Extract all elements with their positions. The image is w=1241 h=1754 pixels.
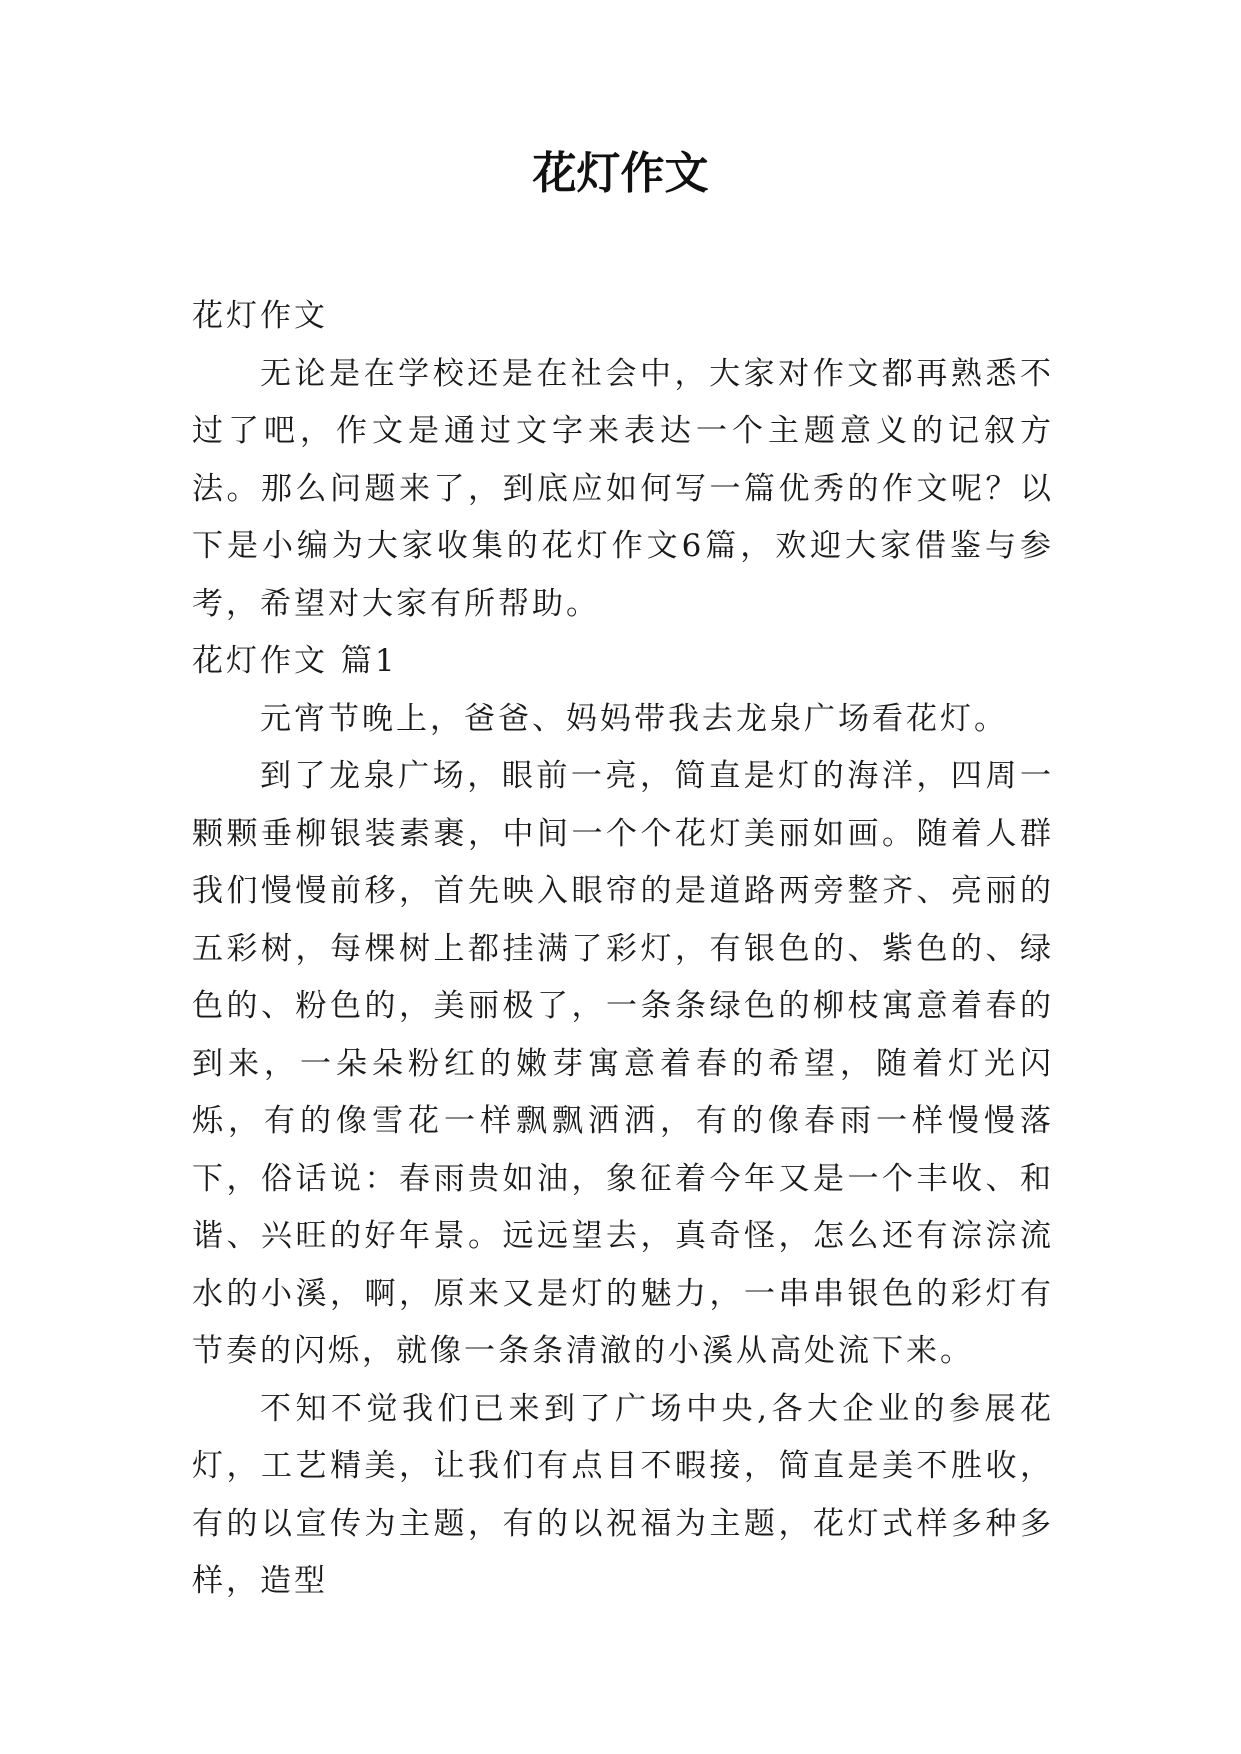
body-paragraph: 元宵节晚上，爸爸、妈妈带我去龙泉广场看花灯。 — [260, 700, 1008, 737]
body-paragraph: 不知不觉我们已来到了广场中央,各大企业的参展花灯，工艺精美，让我们有点目不暇接，简直是美不胜收，有的以宣传为主题，有的以祝福为主题，花灯式样多种多样，造型 — [192, 1390, 1054, 1599]
document-body — [192, 288, 1054, 1611]
body-paragraph: 到了龙泉广场，眼前一亮，简直是灯的海洋，四周一颗颗垂柳银装素裹，中间一个个花灯美丽如画。随着人群我们慢慢前移，首先映入眼帘的是道路两旁整齐、亮丽的五彩树，每棵树上都挂满了彩灯，有银色的、紫色的、绿色的、粉色的，美丽极了，一条条绿色的柳枝寓意着春的到来，一朵朵粉红的嫩芽寓意着春的希望，随着灯光闪烁，有的像雪花一样飘飘洒洒，有的像春雨一样慢慢落下，俗话说：春雨贵如油，象征着今年又是一个丰收、和谐、兴旺的好年景。远远望去，真奇怪，怎么还有淙淙流水的小溪，啊，原来又是灯的魅力，一串串银色的彩灯有节奏的闪烁，就像一条条清澈的小溪从高处流下来。 — [192, 758, 1054, 1369]
intro-paragraph: 无论是在学校还是在社会中，大家对作文都再熟悉不过了吧，作文是通过文字来表达一个主题意义的记叙方法。那么问题来了，到底应如何写一篇优秀的作文呢？以下是小编为大家收集的花灯作文6篇，欢迎大家借鉴与参考，希望对大家有所帮助。 — [192, 355, 1054, 622]
section-heading: 花灯作文 篇1 — [192, 643, 398, 679]
document-title: 花灯作文 — [532, 148, 709, 199]
section-heading: 花灯作文 — [192, 298, 328, 334]
